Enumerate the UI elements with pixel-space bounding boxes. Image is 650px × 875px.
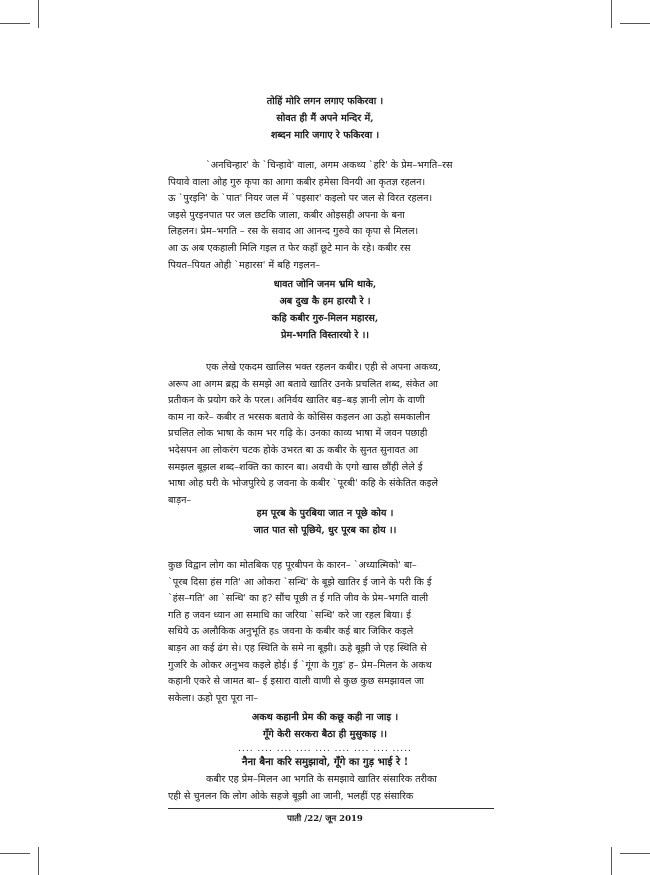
text-line: बाड़न– xyxy=(168,494,192,506)
crop-mark-tl-v xyxy=(38,0,39,28)
text-line: गति ह जवन ध्यान आ समाधि का जरिया `सन्धि' करे जा रहल बिया। ई xyxy=(168,609,411,621)
verse-line: शब्दन मारि जगाए रे फकिरवा । xyxy=(270,130,380,141)
text-line: प्रचलित लोक भाषा के काम भर गढ़ि के। उनका काव्य भाषा में जवन पछाही xyxy=(168,428,428,440)
text-line: पियत–पियत ओही `महारस' में बहि गइलन– xyxy=(168,259,321,271)
text-line: जइसे पुरइनपात पर जल छटकि जाला, कबीर ओइसही अपना के बना xyxy=(168,209,405,221)
text-line: एही से चुनलन कि लोग ओके सहजे बूझी आ जानी, भलहीं एह संसारिक xyxy=(168,790,414,802)
verse-line: नैना बैना करि समुझावो, गूँगे का गुड़ भाई रे ! xyxy=(241,756,409,768)
text-line: प्रतीकन के प्रयोग करे के परल। अनिर्वय खातिर बड़–बड़ ज्ञानी लोग के वाणी xyxy=(168,395,425,407)
text-line: बाड़न आ कई ढंग से। एह स्थिति के समे ना बूझी। ऊहे बूझी जे एह स्थिति से xyxy=(168,642,427,654)
verse-line: अकथ कहानी प्रेम की कछू कही ना जाइ । xyxy=(251,712,399,723)
text-line: कुछ विद्वान लोग का मोतबिक एह पूरबीपन के कारन– `अध्यात्मिको' बा– xyxy=(168,560,417,571)
footer-rule xyxy=(168,808,494,809)
text-line: ऊ `पुरइनि' के `पात' नियर जल में `पइसार' कइलो पर जल से विरत रहलन। xyxy=(168,193,433,205)
verse-line: तोहिं मोरि लगन लगाए फकिरवा । xyxy=(266,96,384,107)
text-line: एक लेखे एकदम खालिस भक्त रहलन कबीर। एही से अपना अकथ्य, xyxy=(206,362,441,373)
verse-line: गूँगे केरी सरकरा बैठा ही मुसुकाइ ।। xyxy=(263,729,387,740)
paragraph-2 xyxy=(168,360,494,509)
verse-line: कहि कबीर गुरु-मिलन महारस, xyxy=(271,313,379,324)
dots-separator: .... .... .... .... .... .... .... .... ..... xyxy=(238,744,412,754)
text-line: भाषा ओह घरी के भोजपुरिये ह जवना के कबीर `पूरबी' कहि के संकेतित कइले xyxy=(168,478,438,490)
verse-2 xyxy=(0,276,650,344)
text-line: गुजरि के ओकर अनुभव कइले होई। ई `गूंगा के गुड़' ह– प्रेम–मिलन के अकथ xyxy=(168,659,432,671)
text-line: अरूप आ अगम ब्रह्म के समझे आ बतावे खातिर उनके प्रचलित शब्द, संकेत आ xyxy=(168,378,438,390)
verse-3 xyxy=(0,505,650,539)
crop-mark-bl-v xyxy=(38,847,39,875)
text-line: `हंस–गति' आ `सन्धि' का ह? सौंच पूछी त ई गति जीव के प्रेम–भगति वाली xyxy=(168,593,429,605)
page-footer: पाती /22/ जून 2019 xyxy=(287,814,363,824)
verse-line: जात पात सो पूछिये, धुर पूरब का होय ।। xyxy=(253,525,397,536)
text-line: आ ऊ अब एकहाली मिलि गइल त फेर कहाँ छूटे मान के रहे। कबीर रस xyxy=(168,242,411,254)
verse-line: धावत जोनि जनम भ्रमि थाके, xyxy=(273,279,377,290)
text-line: `पूरब दिसा हंस गति' आ ओकरा `सन्धि' के बूझे खातिर ई जाने के परी कि ई xyxy=(168,576,432,588)
crop-mark-tr-v xyxy=(611,0,612,28)
verse-line: सोवत ही मैं अपने मन्दिर में, xyxy=(276,113,374,124)
verse-1 xyxy=(0,93,650,144)
text-line: सकेला। ऊहो पूरा पूरा ना– xyxy=(168,692,259,704)
crop-mark-br-h xyxy=(620,853,650,854)
text-line: लिहलन। प्रेम–भगति – रस के सवाद आ आनन्द गुरुवे का कृपा से मिलल। xyxy=(168,226,419,238)
crop-mark-tr-h xyxy=(620,23,650,24)
text-line: भदेसपन आ लोकरंग चटक होके उभरत बा ऊ कबीर के सुनत सुनावत आ xyxy=(168,444,419,456)
text-line: `अनचिन्हार' के `चिन्हावे' वाला, अगम अकथ्य `हरि' के प्रेम–भगति–रस xyxy=(206,160,453,171)
crop-mark-br-v xyxy=(611,847,612,875)
text-line: कबीर एह प्रेम–मिलन आ भगति के समझावे खातिर संसारिक तरीका xyxy=(206,774,437,785)
verse-line: हम पूरब के पुरबिया जात न पूछे कोय । xyxy=(256,508,394,519)
text-line: समझल बूझल शब्द–शक्ति का कारन बा। अवधी के एगो खास छौंही लेले ई xyxy=(168,461,423,473)
paragraph-4 xyxy=(168,772,494,805)
crop-mark-tl-h xyxy=(0,23,30,24)
paragraph-3 xyxy=(168,558,494,707)
paragraph-1 xyxy=(168,158,494,274)
verse-line: अब दुख कै हम हारयौ रे । xyxy=(279,296,371,307)
text-line: सधिये ऊ अलौकिक अनुभूति हs जवना के कबीर कई बार जिकिर कइले xyxy=(168,626,414,638)
crop-mark-bl-h xyxy=(0,853,30,854)
text-line: काम ना करे– कबीर त भरसक बतावे के कोसिस कइलन आ ऊहो समकालीन xyxy=(168,411,430,423)
verse-4 xyxy=(0,709,650,743)
verse-line: प्रेम-भगति विस्तारयो रे ।। xyxy=(281,330,369,341)
text-line: कहानी एकरे से जामत बा– ई इसारा वाली वाणी से कुछ कुछ समझावल जा xyxy=(168,676,424,688)
verse-5 xyxy=(0,754,650,771)
text-line: पियावे वाला ओह गुरु कृपा का आगा कबीर हमेसा विनयी आ कृतज्ञ रहलन। xyxy=(168,176,426,188)
